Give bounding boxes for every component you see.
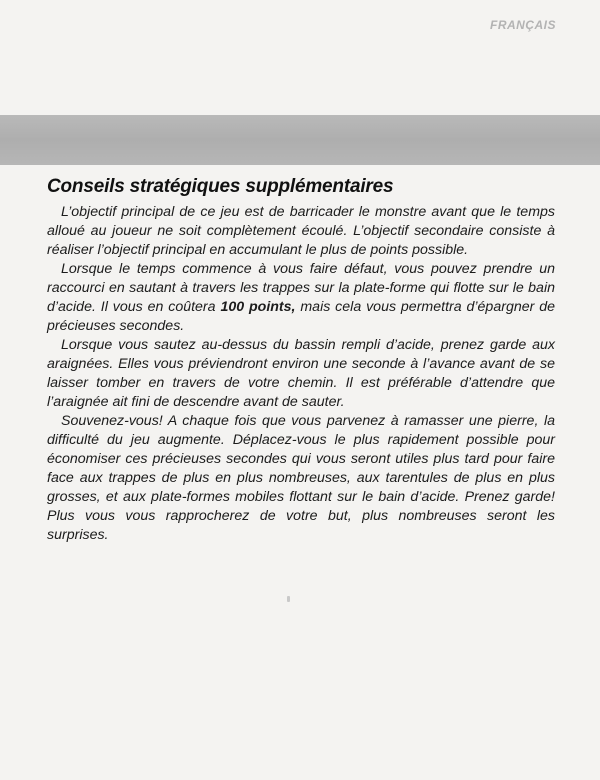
paragraph-objective [47, 203, 555, 260]
paragraph-shortcut [47, 260, 555, 336]
paragraph-text: L’objectif principal de ce jeu est de barricader le monstre avant que le temps alloué au joueur ne soit complètement écoulé. L’objectif secondaire consiste à réaliser l’objectif principal en accumulant le plus de points possible. [47, 204, 555, 258]
section-content [47, 176, 555, 545]
header-band [0, 115, 600, 165]
paragraph-difficulty [47, 412, 555, 545]
points-cost: 100 points, [220, 299, 296, 315]
paper-speck [287, 596, 290, 602]
paragraph-text-end: mais cela vous permettra d’épargner de précieuses secondes. [47, 299, 555, 334]
paragraph-text: Lorsque vous sautez au-dessus du bassin rempli d’acide, prenez garde aux araignées. Elles vous préviendront environ une seconde à l’avance avant de se laisser tomber en travers de votre chemin. Il est préférable d’attendre que l’araignée ait fini de descendre avant de sauter. [47, 337, 555, 410]
language-label: FRANÇAIS [490, 18, 556, 32]
paragraph-text: Lorsque le temps commence à vous faire défaut, vous pouvez prendre un raccourci en sautant à travers les trappes sur la plate-forme qui flotte sur le bain d’acide. Il vous en coûtera [47, 261, 555, 315]
section-title: Conseils stratégiques supplémentaires [47, 176, 394, 197]
paragraph-spiders [47, 336, 555, 412]
paragraph-text: Souvenez-vous! A chaque fois que vous parvenez à ramasser une pierre, la difficulté du jeu augmente. Déplacez-vous le plus rapidement possible pour économiser ces précieuses secondes qui vous seront utiles plus tard pour faire face aux trappes de plus en plus nombreuses, aux tarentules de plus en plus grosses, et aux plate-formes mobiles flottant sur le bain d’acide. Prenez garde! Plus vous vous rapprocherez de votre but, plus nombreuses seront les surprises. [47, 413, 555, 543]
